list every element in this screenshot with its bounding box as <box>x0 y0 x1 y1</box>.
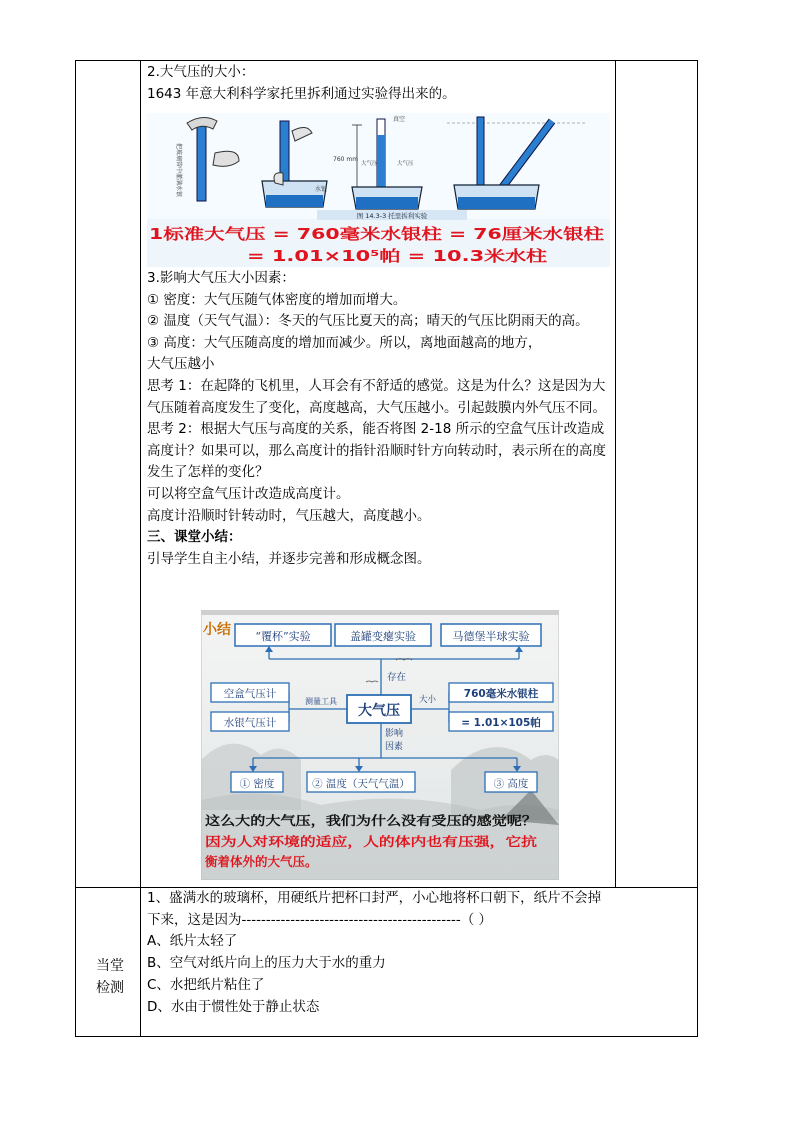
left-box-2: 水银气压计 <box>223 717 277 729</box>
factor-density: ① 密度：大气压随气体密度的增加而增大。 <box>147 291 407 308</box>
factors-heading: 3.影响大气压大小因素： <box>147 270 295 286</box>
quiz-option-a: A、纸片太轻了 <box>147 933 238 950</box>
quiz-q1-line2: 下来，这是因为---------------------------------------------（ ） <box>147 911 493 928</box>
center-node: 大气压 <box>358 703 400 719</box>
factor-altitude-1: ③ 高度：大气压随高度的增加而减少。所以，离地面越高的地方， <box>147 334 542 351</box>
think2-answer2: 高度计沿顺时针转动时，气压越大，高度越小。 <box>147 507 431 524</box>
exist-label: 存在 <box>387 672 407 683</box>
bottom-box-1: ① 密度 <box>239 778 275 790</box>
atm-left-label: 大气压 <box>361 161 378 167</box>
quiz-option-b: B、空气对纸片向上的压力大于水的重力 <box>147 955 386 972</box>
top-box-1: “覆杯”实验 <box>255 630 311 643</box>
summary-heading: 三、课堂小结： <box>147 529 242 546</box>
torricelli-figure <box>147 113 610 267</box>
map-answer-2: 衡着体外的大气压。 <box>205 854 318 869</box>
vacuum-label: 真空 <box>393 116 406 123</box>
summary-text: 引导学生自主小结，并逐步完善和形成概念图。 <box>147 550 431 567</box>
table-divider-left <box>140 60 141 1037</box>
svg-text:水银: 水银 <box>315 186 328 193</box>
quiz-content <box>147 888 692 1018</box>
factor-altitude-2: 大气压越小 <box>147 356 215 373</box>
tool-label: 测量工具 <box>305 697 337 706</box>
quiz-option-d: D、水由于惯性处于静止状态 <box>147 998 320 1015</box>
svg-text:把玻璃管中灌满水银: 把玻璃管中灌满水银 <box>175 143 182 198</box>
main-content <box>147 62 615 105</box>
size-heading: 2.大气压的大小： <box>147 64 255 80</box>
top-box-2: 盖罐变瘪实验 <box>350 630 416 643</box>
table-divider-right <box>615 60 616 887</box>
map-question: 这么大的大气压，我们为什么没有受压的感觉呢？ <box>205 813 537 828</box>
standard-atm-line2: = 1.01×10⁵帕 = 10.3米水柱 <box>247 247 547 265</box>
concept-map-figure <box>201 610 559 880</box>
factor-temperature: ② 温度（天气气温）：冬天的气压比夏天的高；晴天的气压比阴雨天的高。 <box>147 313 589 330</box>
think2-answer1: 可以将空盒气压计改造成高度计。 <box>147 485 350 502</box>
bottom-box-2: ② 温度（天气气温） <box>312 778 410 790</box>
left-box-1: 空盒气压计 <box>223 688 277 700</box>
think2-text: 思考 2：根据大气压与高度的关系，能否将图 2-18 所示的空盒气压计改造成高度计？如果可以，那么高度计的指针沿顺时针方向转动时，表示所在的高度发生了怎样的变化？ <box>147 421 606 481</box>
bottom-box-3: ③ 高度 <box>493 778 529 790</box>
quiz-label-line2: 检测 <box>96 980 124 996</box>
right-box-1: 760毫米水银柱 <box>463 688 539 700</box>
quiz-label-line1: 当堂 <box>96 958 124 974</box>
svg-text:因素: 因素 <box>385 742 404 752</box>
factors-block <box>147 268 615 570</box>
think1-text: 思考 1：在起降的飞机里，人耳会有不舒适的感觉。这是为什么？这是因为大气压随着高度发生了变化，高度越高，大气压越小。引起鼓膜内外气压不同。 <box>147 377 606 416</box>
summary-tag: 小结 <box>203 622 231 638</box>
svg-text:影响: 影响 <box>385 729 404 739</box>
atm-right-label: 大气压 <box>397 161 414 167</box>
quiz-q1-line1: 1、盛满水的玻璃杯，用硬纸片把杯口封严，小心地将杯口朝下，纸片不会掉 <box>147 890 602 906</box>
standard-atm-line1: 1标准大气压 = 760毫米水银柱 = 76厘米水银柱 <box>149 225 604 243</box>
quiz-label <box>82 955 138 999</box>
map-answer-1: 因为人对环境的适应，人的体内也有压强，它抗 <box>205 834 538 849</box>
size-text: 1643 年意大利科学家托里拆利通过实验得出来的。 <box>147 85 456 102</box>
figure-caption: 图 14.3-3 托里拆利实验 <box>356 212 428 220</box>
quiz-option-c: C、水把纸片粘住了 <box>147 976 265 993</box>
right-box-2: = 1.01×105帕 <box>461 717 541 729</box>
size-label: 大小 <box>419 695 437 705</box>
top-box-3: 马德堡半球实验 <box>452 630 530 643</box>
height-mark-label: 760 mm <box>333 156 359 163</box>
